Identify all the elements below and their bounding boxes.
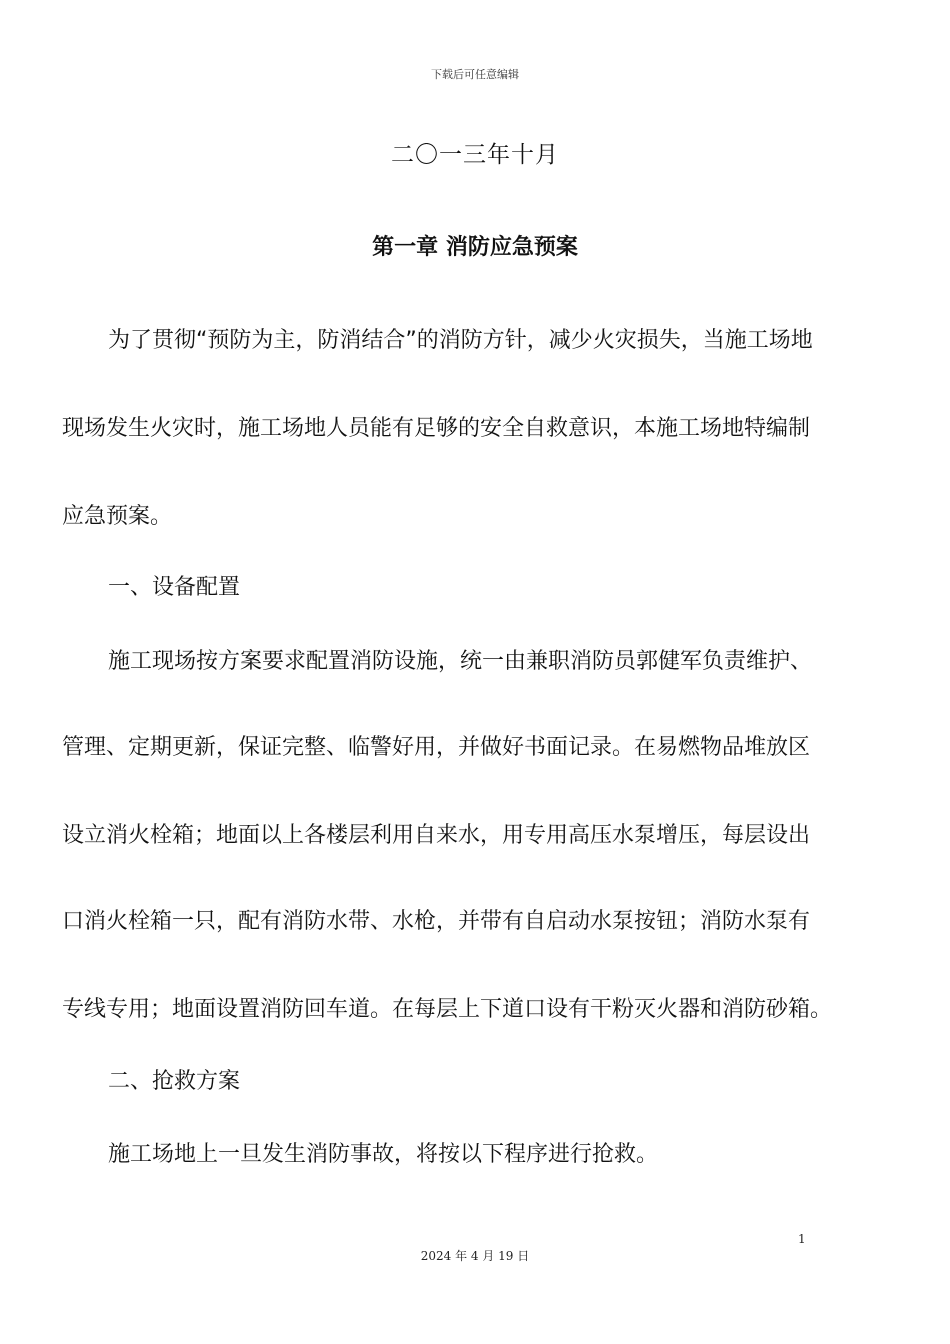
paragraph-line: 设立消火栓箱；地面以上各楼层利用自来水，用专用高压水泵增压，每层设出 [62, 823, 811, 848]
paragraph-line: 专线专用；地面设置消防回车道。在每层上下道口设有干粉灭火器和消防砂箱。 [62, 997, 833, 1022]
header-note: 下载后可任意编辑 [431, 68, 519, 81]
paragraph-line: 施工场地上一旦发生消防事故，将按以下程序进行抢救。 [108, 1142, 659, 1167]
paragraph-line: 应急预案。 [62, 504, 173, 529]
chapter-title: 第一章 消防应急预案 [372, 235, 578, 260]
section-heading: 一、设备配置 [108, 575, 241, 600]
paragraph-line: 现场发生火灾时，施工场地人员能有足够的安全自救意识，本施工场地特编制 [62, 416, 811, 441]
paragraph-line: 施工现场按方案要求配置消防设施，统一由兼职消防员郭健军负责维护、 [108, 649, 813, 674]
footer-date: 2024 年 4 月 19 日 [420, 1249, 530, 1263]
page-number: 1 [798, 1232, 806, 1246]
document-date: 二〇一三年十月 [391, 142, 559, 168]
section-heading: 二、抢救方案 [108, 1069, 241, 1094]
paragraph-line: 管理、定期更新，保证完整、临警好用，并做好书面记录。在易燃物品堆放区 [62, 735, 811, 760]
paragraph-line: 口消火栓箱一只，配有消防水带、水枪，并带有自启动水泵按钮；消防水泵有 [62, 909, 811, 934]
paragraph-line: 为了贯彻“预防为主，防消结合”的消防方针，减少火灾损失，当施工场地 [108, 328, 813, 353]
